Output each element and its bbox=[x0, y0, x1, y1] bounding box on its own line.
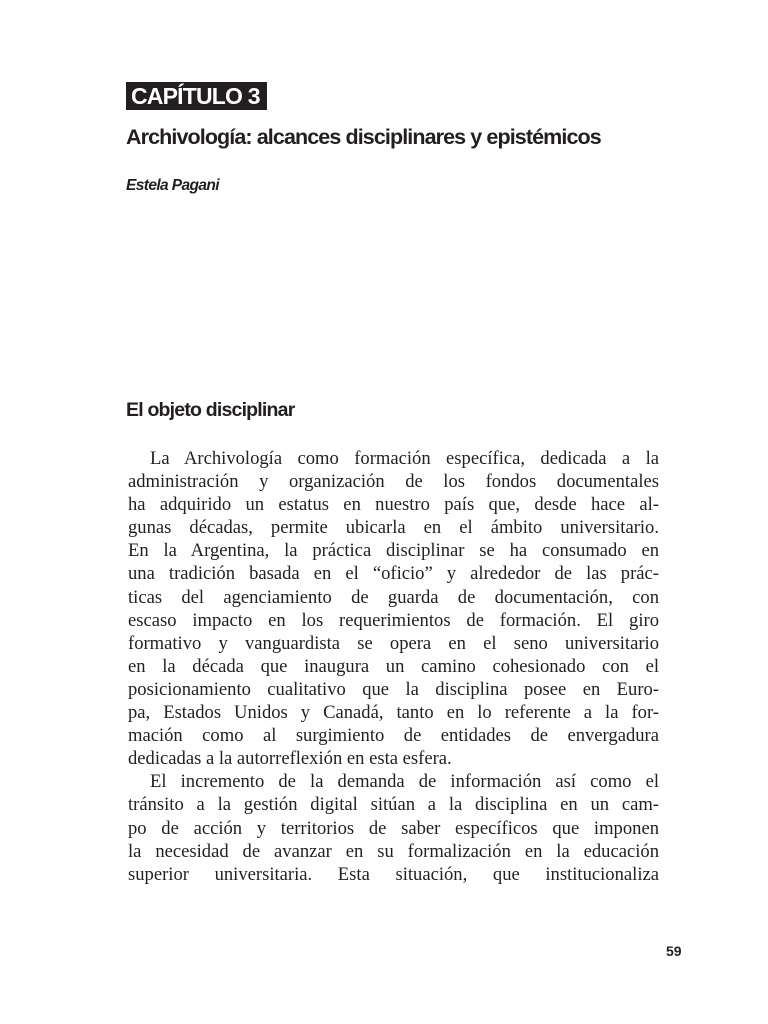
text-line: en la década que inaugura un camino cohesionado con el bbox=[128, 655, 659, 677]
text-line: tránsito a la gestión digital sitúan a la disciplina en un cam- bbox=[128, 794, 659, 816]
paragraph-1 bbox=[128, 447, 659, 770]
text-line: El incremento de la demanda de información así como el bbox=[150, 771, 659, 793]
text-line: dedicadas a la autorreflexión en esta esfera. bbox=[128, 748, 452, 770]
text-line: formativo y vanguardista se opera en el seno universitario bbox=[128, 632, 659, 654]
text-line: pa, Estados Unidos y Canadá, tanto en lo referente a la for- bbox=[128, 702, 659, 724]
text-line: escaso impacto en los requerimientos de formación. El giro bbox=[128, 609, 659, 631]
text-line: ha adquirido un estatus en nuestro país que, desde hace al- bbox=[128, 494, 659, 516]
chapter-title: Archivología: alcances disciplinares y epistémicos bbox=[126, 125, 601, 149]
text-line: la necesidad de avanzar en su formalización en la educación bbox=[128, 840, 659, 862]
page-number: 59 bbox=[666, 943, 682, 959]
text-line: En la Argentina, la práctica disciplinar se ha consumado en bbox=[128, 540, 659, 562]
body-text bbox=[128, 447, 659, 886]
text-line: po de acción y territorios de saber específicos que imponen bbox=[128, 817, 659, 839]
text-line: La Archivología como formación específica, dedicada a la bbox=[150, 448, 659, 469]
chapter-label: CAPÍTULO 3 bbox=[126, 82, 267, 110]
section-heading: El objeto disciplinar bbox=[126, 399, 295, 421]
text-line: superior universitaria. Esta situación, que institucionaliza bbox=[128, 863, 659, 885]
text-line: gunas décadas, permite ubicarla en el ámbito universitario. bbox=[128, 517, 659, 539]
text-line: una tradición basada en el “oficio” y alrededor de las prác- bbox=[128, 563, 659, 585]
text-line: mación como al surgimiento de entidades de envergadura bbox=[128, 725, 659, 747]
text-line: posicionamiento cualitativo que la disciplina posee en Euro- bbox=[128, 678, 659, 700]
text-line: ticas del agenciamiento de guarda de documentación, con bbox=[128, 586, 659, 608]
paragraph-2 bbox=[128, 770, 659, 885]
author-name: Estela Pagani bbox=[126, 177, 219, 194]
text-line: administración y organización de los fondos documentales bbox=[128, 471, 659, 493]
